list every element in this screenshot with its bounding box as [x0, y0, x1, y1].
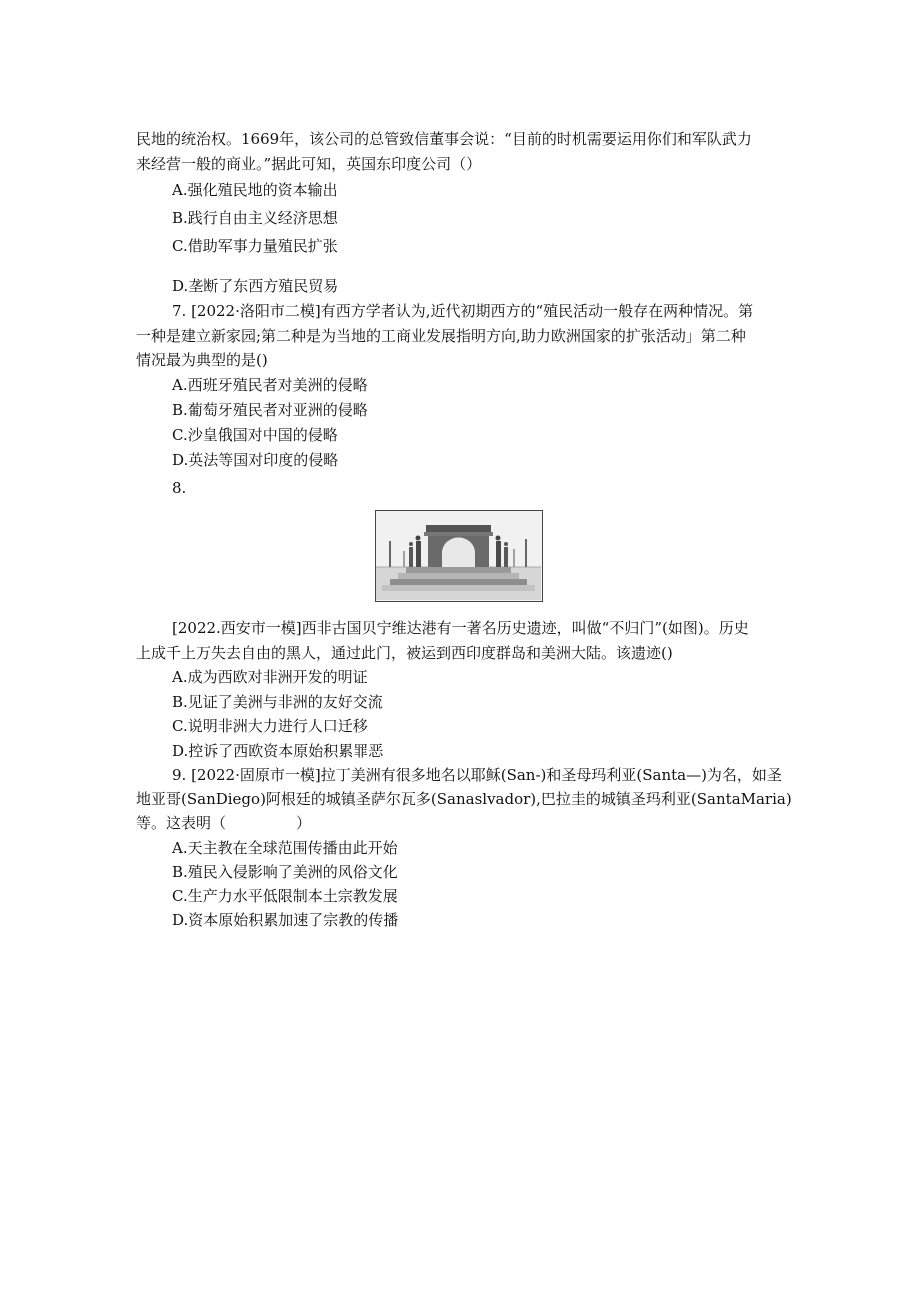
q6-option-a: A.强化殖民地的资本输出 [172, 181, 338, 199]
q6-option-c: C.借助军事力量殖民扩张 [172, 237, 338, 255]
q6-option-d: D.垄断了东西方殖民贸易 [172, 277, 339, 295]
q9-stem-line3-end: ） [296, 814, 312, 832]
q9-stem-line3 [136, 813, 311, 833]
q6-stem-line1: 民地的统治权。1669年，该公司的总管致信董事会说：“目前的时机需要运用你们和军队武力 [136, 130, 752, 148]
q9-stem-line2: 地亚哥(SanDiego)阿根廷的城镇圣萨尔瓦多(Sanaslvador),巴拉圭的城镇圣玛利亚(SantaMaria) [136, 790, 792, 808]
q9-option-b: B.殖民入侵影响了美洲的风俗文化 [172, 863, 398, 881]
q8-option-d: D.控诉了西欧资本原始积累罪恶 [172, 742, 384, 760]
q6-stem-line2: 来经营一般的商业。”据此可知，英国东印度公司（） [136, 155, 482, 173]
q7-option-c: C.沙皇俄国对中国的侵略 [172, 426, 338, 444]
q9-option-a: A.天主教在全球范围传播由此开始 [172, 839, 398, 857]
q6-option-b: B.践行自由主义经济思想 [172, 209, 338, 227]
q8-number: 8. [172, 479, 187, 497]
q7-stem-line1: 7. [2022·洛阳市二模]有西方学者认为,近代初期西方的“殖民活动一般存在两种情况。第 [172, 302, 754, 320]
q7-option-a: A.西班牙殖民者对美洲的侵略 [172, 376, 368, 394]
q8-option-c: C.说明非洲大力进行人口迁移 [172, 717, 368, 735]
q9-stem-line1: 9. [2022·固原市一模]拉丁美洲有很多地名以耶稣(San-)和圣母玛利亚(Santa—)为名，如圣 [172, 766, 782, 784]
q8-option-b: B.见证了美洲与非洲的友好交流 [172, 693, 383, 711]
q9-stem-line3-start: 等。这表明（ [136, 814, 227, 832]
q8-stem-line2: 上成千上万失去自由的黑人，通过此门，被运到西印度群岛和美洲大陆。该遗迹() [136, 644, 673, 662]
q7-option-b: B.葡萄牙殖民者对亚洲的侵略 [172, 401, 368, 419]
door-of-no-return-image [375, 510, 543, 602]
q9-option-c: C.生产力水平低限制本土宗教发展 [172, 887, 398, 905]
q7-stem-line3: 情况最为典型的是() [136, 351, 268, 369]
q8-stem-line1: [2022.西安市一模]西非古国贝宁维达港有一著名历史遗迹，叫做“不归门”(如图)。历史 [172, 619, 749, 637]
q7-option-d: D.英法等国对印度的侵略 [172, 451, 339, 469]
q7-stem-line2: 一种是建立新家园;第二种是为当地的工商业发展指明方向,助力欧洲国家的扩张活动」第二种 [136, 327, 746, 345]
q8-option-a: A.成为西欧对非洲开发的明证 [172, 668, 368, 686]
q9-option-d: D.资本原始积累加速了宗教的传播 [172, 911, 399, 929]
